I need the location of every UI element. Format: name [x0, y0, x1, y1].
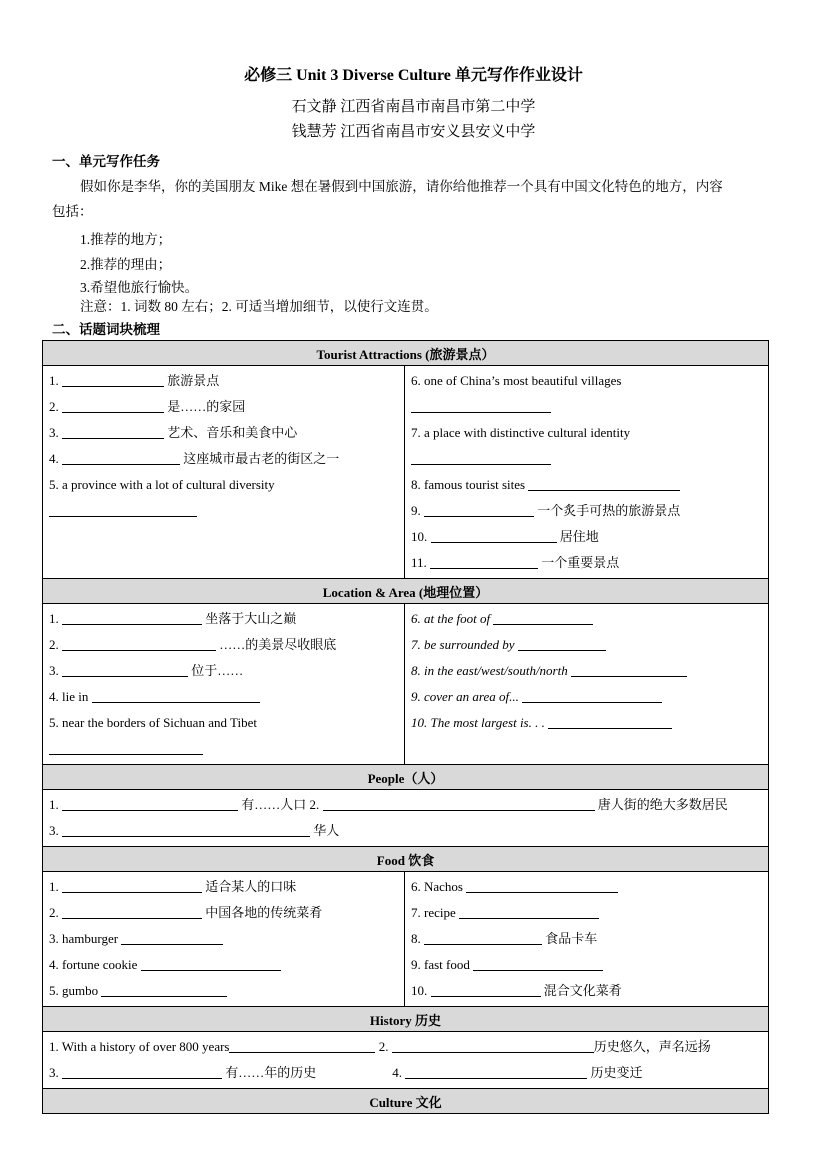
answer-blank[interactable]: [323, 796, 595, 811]
section-heading-vocab: 二、话题词块梳理: [52, 322, 160, 337]
tourist-header: Tourist Attractions (旅游景点）: [43, 341, 769, 366]
answer-blank[interactable]: [92, 688, 260, 703]
answer-blank[interactable]: [62, 636, 216, 651]
tourist-left: 1. 旅游景点 2. 是……的家园 3. 艺术、音乐和美食中心 4. 这座城市最古老的街区之一 5. a province with a lot of cultural diversity: [43, 366, 405, 579]
answer-blank[interactable]: [522, 688, 662, 703]
answer-blank[interactable]: [424, 502, 534, 517]
author-line-1: 石文静 江西省南昌市南昌市第二中学: [291, 99, 536, 115]
answer-blank[interactable]: [62, 1064, 222, 1079]
answer-blank[interactable]: [49, 740, 203, 755]
answer-blank[interactable]: [62, 796, 238, 811]
task-point-1: 1.推荐的地方；: [80, 232, 172, 247]
answer-blank[interactable]: [62, 822, 310, 837]
answer-blank[interactable]: [229, 1038, 375, 1053]
answer-blank[interactable]: [62, 610, 202, 625]
answer-blank[interactable]: [459, 904, 599, 919]
answer-blank[interactable]: [431, 982, 541, 997]
food-header: Food 饮食: [43, 847, 769, 872]
task-prompt-line-1: 假如你是李华，你的美国朋友 Mike 想在暑假到中国旅游，请你给他推荐一个具有中国文化特色的地方，内容: [80, 179, 723, 194]
answer-blank[interactable]: [141, 956, 281, 971]
doc-title: 必修三 Unit 3 Diverse Culture 单元写作作业设计: [244, 67, 583, 84]
answer-blank[interactable]: [62, 878, 202, 893]
answer-blank[interactable]: [62, 662, 188, 677]
answer-blank[interactable]: [424, 930, 542, 945]
people-content: 1. 有……人口 2. 唐人街的绝大多数居民 3. 华人: [43, 790, 769, 847]
task-point-2: 2.推荐的理由；: [80, 257, 172, 272]
author-line-2: 钱慧芳 江西省南昌市安义县安义中学: [291, 124, 536, 140]
location-header: Location & Area (地理位置）: [43, 579, 769, 604]
answer-blank[interactable]: [548, 714, 672, 729]
location-left: 1. 坐落于大山之巅 2. ……的美景尽收眼底 3. 位于…… 4. lie in 5. near the borders of Sichuan and Tibet: [43, 604, 405, 765]
answer-blank[interactable]: [411, 450, 551, 465]
answer-blank[interactable]: [62, 398, 164, 413]
answer-blank[interactable]: [571, 662, 687, 677]
answer-blank[interactable]: [49, 502, 197, 517]
food-right: 6. Nachos 7. recipe 8. 食品卡车 9. fast food 10. 混合文化菜肴: [405, 872, 769, 1007]
answer-blank[interactable]: [528, 476, 680, 491]
location-right: 6. at the foot of 7. be surrounded by 8. in the east/west/south/north 9. cover an area of... 10. The most largest is. . .: [405, 604, 769, 765]
answer-blank[interactable]: [62, 372, 164, 387]
task-note: 注意：1. 词数 80 左右；2. 可适当增加细节，以使行文连贯。: [80, 299, 438, 314]
task-point-3: 3.希望他旅行愉快。: [80, 280, 199, 295]
food-left: 1. 适合某人的口味 2. 中国各地的传统菜肴 3. hamburger 4. fortune cookie 5. gumbo: [43, 872, 405, 1007]
answer-blank[interactable]: [101, 982, 227, 997]
vocab-table: [42, 340, 769, 1114]
section-heading-task: 一、单元写作任务: [52, 154, 160, 169]
answer-blank[interactable]: [62, 450, 180, 465]
history-content: 1. With a history of over 800 years 2. 历史悠久，声名远扬 3. 有……年的历史 4. 历史变迁: [43, 1032, 769, 1089]
answer-blank[interactable]: [411, 398, 551, 413]
history-header: History 历史: [43, 1007, 769, 1032]
answer-blank[interactable]: [405, 1064, 587, 1079]
answer-blank[interactable]: [518, 636, 606, 651]
task-prompt-line-2: 包括：: [52, 204, 93, 219]
answer-blank[interactable]: [62, 904, 202, 919]
people-header: People（人）: [43, 765, 769, 790]
answer-blank[interactable]: [121, 930, 223, 945]
culture-header: Culture 文化: [43, 1089, 769, 1114]
answer-blank[interactable]: [62, 424, 164, 439]
tourist-right: 6. one of China’s most beautiful villages 7. a place with distinctive cultural identity 8. famous tourist sites 9. 一个炙手可热的旅游景点 10. 居住地 11. 一个重要景点: [405, 366, 769, 579]
answer-blank[interactable]: [431, 528, 557, 543]
answer-blank[interactable]: [473, 956, 603, 971]
answer-blank[interactable]: [493, 610, 593, 625]
answer-blank[interactable]: [392, 1038, 594, 1053]
answer-blank[interactable]: [430, 554, 538, 569]
answer-blank[interactable]: [466, 878, 618, 893]
